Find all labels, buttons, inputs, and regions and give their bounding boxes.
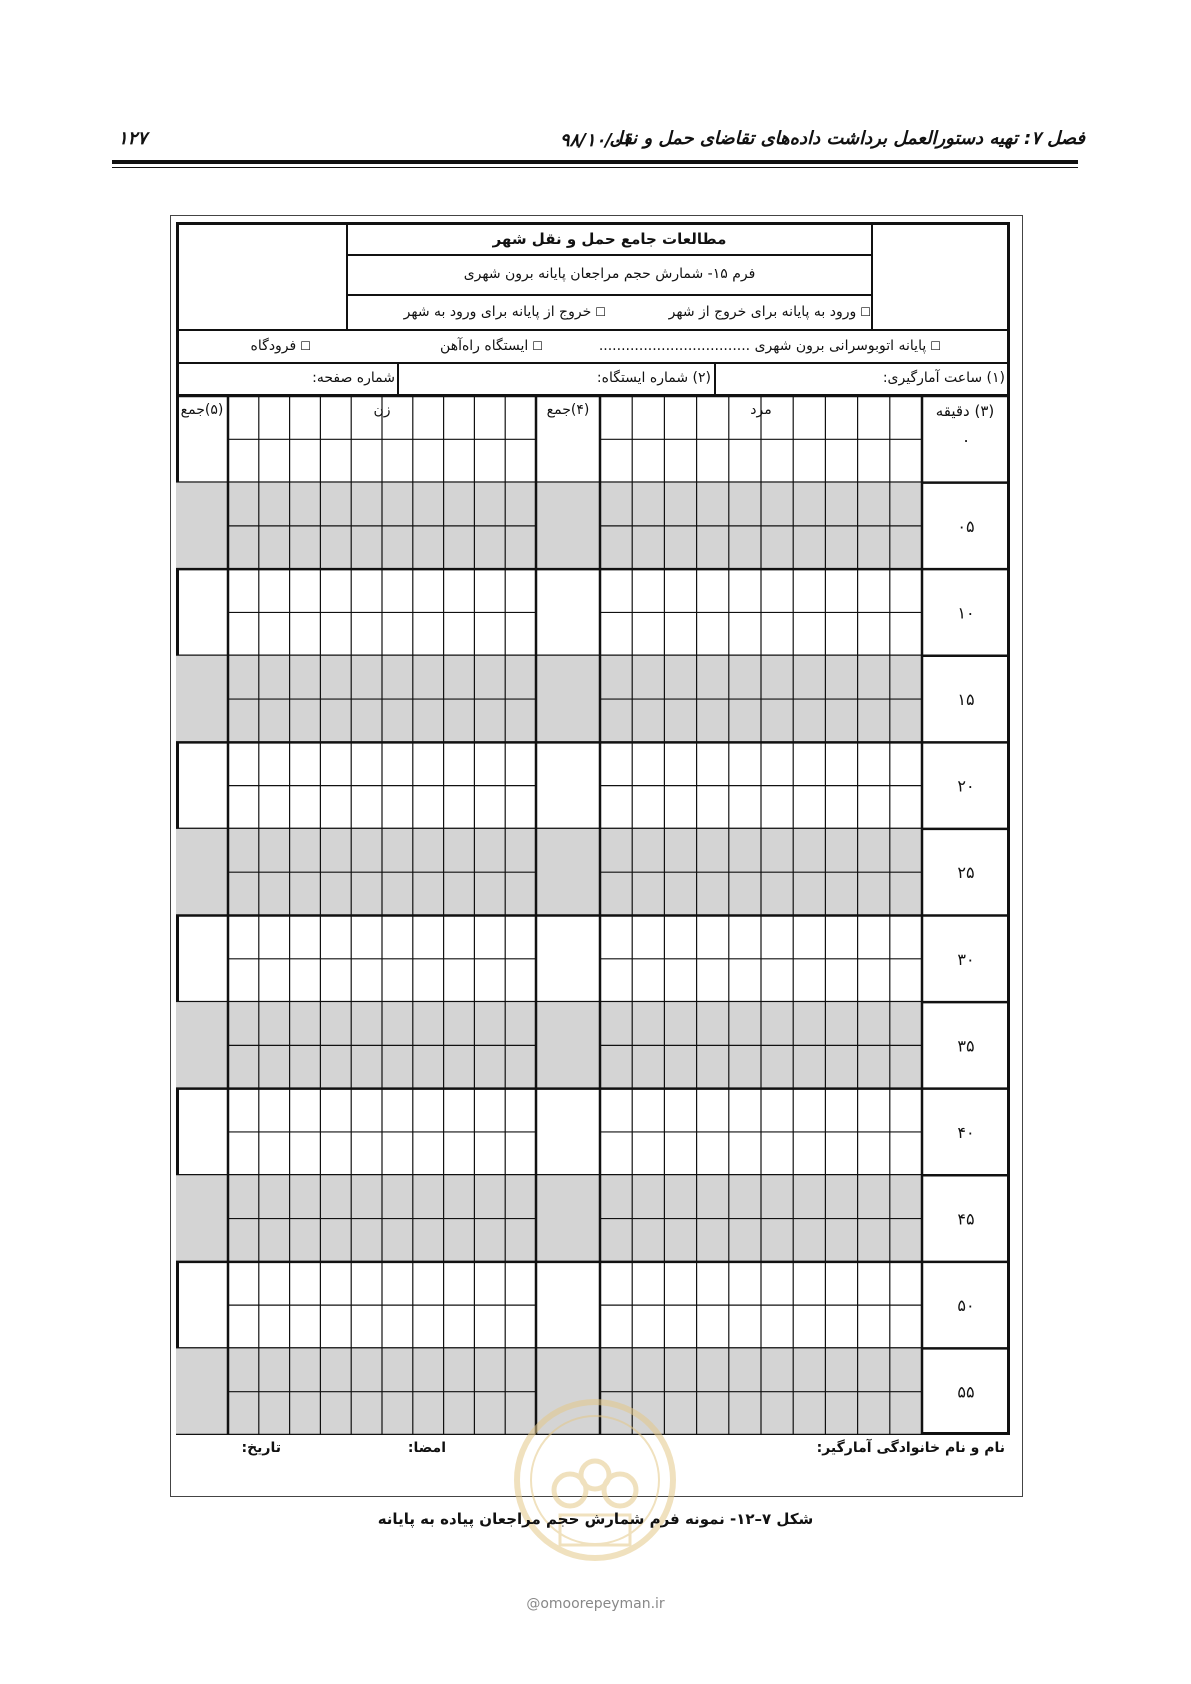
header-rule-thick	[112, 160, 1078, 164]
watermark-site: @omoorepeyman.ir	[526, 1596, 665, 1612]
minute-label: ۰	[961, 430, 971, 450]
terminal-rail-option[interactable]: ☐ایستگاه راه‌آهن	[440, 338, 543, 354]
grid-lines	[176, 396, 1010, 1435]
title-row-2-line	[346, 294, 873, 296]
minute-label: ۲۰	[957, 776, 975, 796]
info-row-top	[176, 362, 1010, 364]
minute-label: ۱۵	[957, 690, 975, 710]
date-field[interactable]: تاریخ:	[241, 1440, 281, 1456]
checkbox-icon[interactable]: ☐	[300, 339, 311, 353]
signature-field[interactable]: امضا:	[407, 1440, 446, 1456]
info-sep-1	[397, 362, 399, 396]
terminal-bus-option[interactable]: ☐پایانه اتوبوسرانی برون شهری ..................................	[598, 338, 941, 354]
terminal-air-option[interactable]: ☐فرودگاه	[250, 338, 311, 354]
org-title: مطالعات جامع حمل و نقل شهر	[492, 230, 727, 248]
page-number: ۱۲۷	[118, 128, 148, 149]
col-total5-header: (۵)جمع	[180, 402, 224, 418]
checkbox-icon[interactable]: ☐	[595, 305, 606, 319]
figure-caption: شکل ۷–۱۲- نمونه فرم شمارش حجم مراجعان پیاده به پایانه	[377, 1510, 814, 1528]
surveyor-name-field[interactable]: نام و نام خانوادگی آمارگیر:	[816, 1440, 1005, 1456]
direction-out-option[interactable]: ☐خروج از پایانه برای ورود به شهر	[403, 304, 606, 320]
watermark-logo-icon	[510, 1395, 680, 1565]
minute-label: ۰۵	[957, 516, 975, 536]
minute-label: ۵۰	[957, 1296, 975, 1316]
checkbox-icon[interactable]: ☐	[532, 339, 543, 353]
header-date: ۹۸/۱۰/۰۱	[559, 130, 632, 151]
minute-label: ۲۵	[957, 863, 975, 883]
station-number-field[interactable]: (۲) شماره ایستگاه:	[596, 370, 711, 386]
survey-time-field[interactable]: (۱) ساعت آمارگیری:	[882, 370, 1005, 386]
count-grid	[176, 396, 1010, 1435]
col-total4-header: (۴)جمع	[546, 402, 590, 418]
minute-label: ۳۰	[957, 949, 975, 969]
minute-label: ۵۵	[957, 1382, 975, 1402]
direction-in-option[interactable]: ☐ورود به پایانه برای خروج از شهر	[668, 304, 871, 320]
form-title: فرم ۱۵- شمارش حجم مراجعان پایانه برون شهری	[463, 266, 756, 282]
terminal-row-top	[176, 329, 1010, 331]
col-female-header: زن	[373, 402, 391, 418]
page-number-field[interactable]: شماره صفحه:	[312, 370, 395, 386]
minute-label: ۳۵	[957, 1036, 975, 1056]
checkbox-icon[interactable]: ☐	[860, 305, 871, 319]
title-row-1-line	[346, 254, 873, 256]
info-sep-2	[714, 362, 716, 396]
checkbox-icon[interactable]: ☐	[930, 339, 941, 353]
minute-label: ۴۵	[957, 1209, 975, 1229]
col-minute-header: (۳) دقیقه	[935, 402, 995, 420]
col-male-header: مرد	[750, 402, 772, 418]
minute-label: ۴۰	[957, 1122, 975, 1142]
minute-label: ۱۰	[957, 603, 975, 623]
header-rule-thin	[112, 167, 1078, 168]
chapter-title: فصل ۷: تهیه دستورالعمل برداشت داده‌های تقاضای حمل و نقل	[609, 128, 1085, 149]
